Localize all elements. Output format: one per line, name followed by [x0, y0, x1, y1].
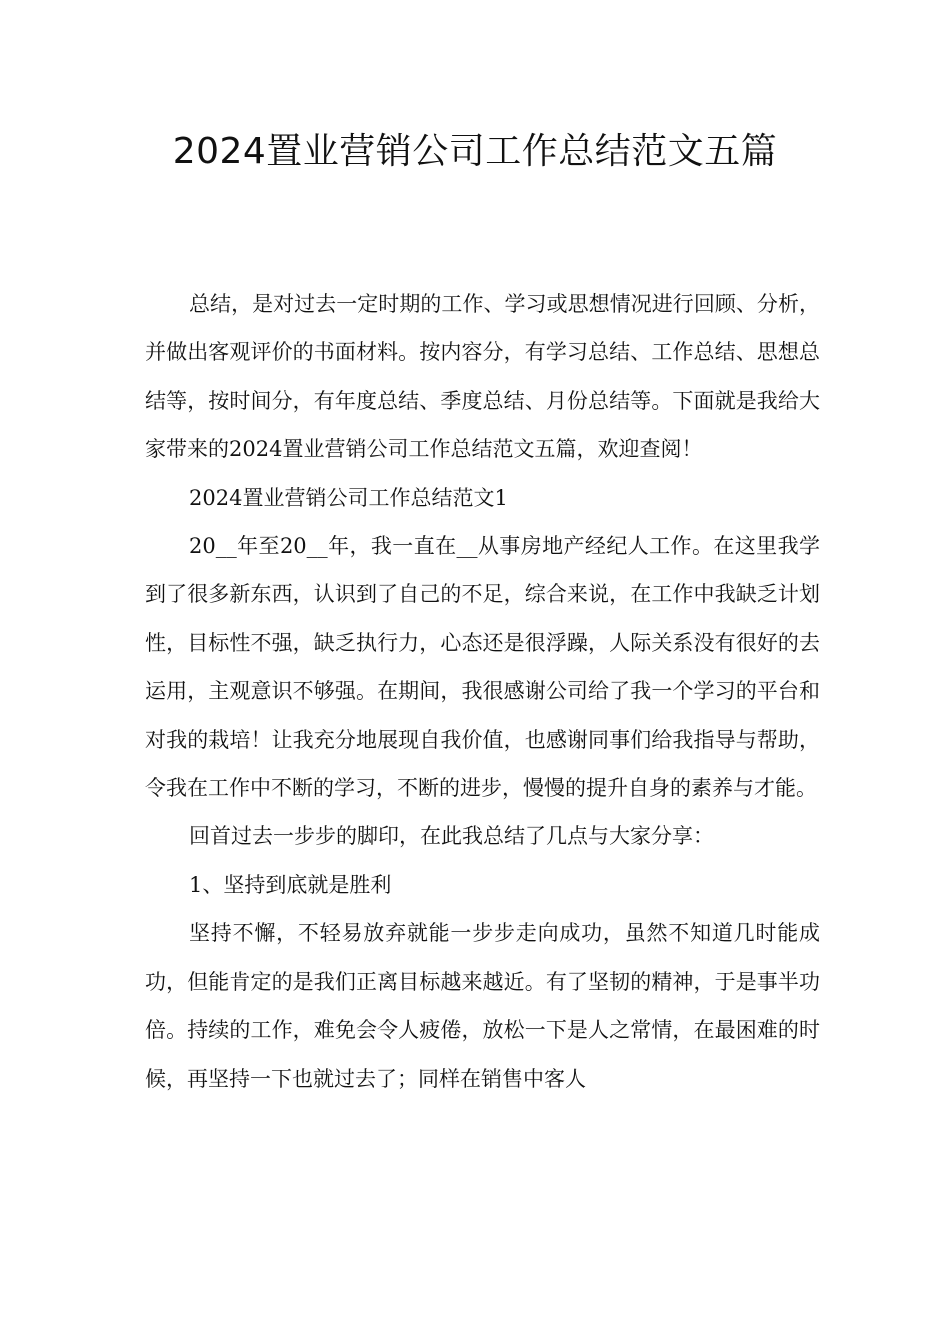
section-heading: 2024置业营销公司工作总结范文1	[189, 485, 508, 510]
document-body	[145, 280, 820, 1103]
document-title: 2024置业营销公司工作总结范文五篇	[172, 131, 778, 172]
paragraph-review: 回首过去一步步的脚印，在此我总结了几点与大家分享：	[189, 824, 714, 849]
paragraph-experience: 20__年至20__年，我一直在__从事房地产经纪人工作。在这里我学到了很多新东西，认识到了自己的不足，综合来说，在工作中我缺乏计划性，目标性不强，缺乏执行力，心态还是很浮躁，人际关系没有很好的去运用，主观意识不够强。在期间，我很感谢公司给了我一个学习的平台和对我的栽培！让我充分地展现自我价值，也感谢同事们给我指导与帮助，令我在工作中不断的学习，不断的进步，慢慢的提升自身的素养与才能。	[145, 534, 820, 801]
paragraph-intro: 总结，是对过去一定时期的工作、学习或思想情况进行回顾、分析，并做出客观评价的书面材料。按内容分，有学习总结、工作总结、思想总结等，按时间分，有年度总结、季度总结、月份总结等。下面就是我给大家带来的2024置业营销公司工作总结范文五篇，欢迎查阅！	[145, 292, 820, 462]
paragraph-persistence: 坚持不懈，不轻易放弃就能一步步走向成功，虽然不知道几时能成功，但能肯定的是我们正离目标越来越近。有了坚韧的精神，于是事半功倍。持续的工作，难免会令人疲倦，放松一下是人之常情，在最困难的时候，再坚持一下也就过去了；同样在销售中客人	[145, 921, 820, 1091]
subheading-point-1: 1、坚持到底就是胜利	[189, 872, 392, 897]
